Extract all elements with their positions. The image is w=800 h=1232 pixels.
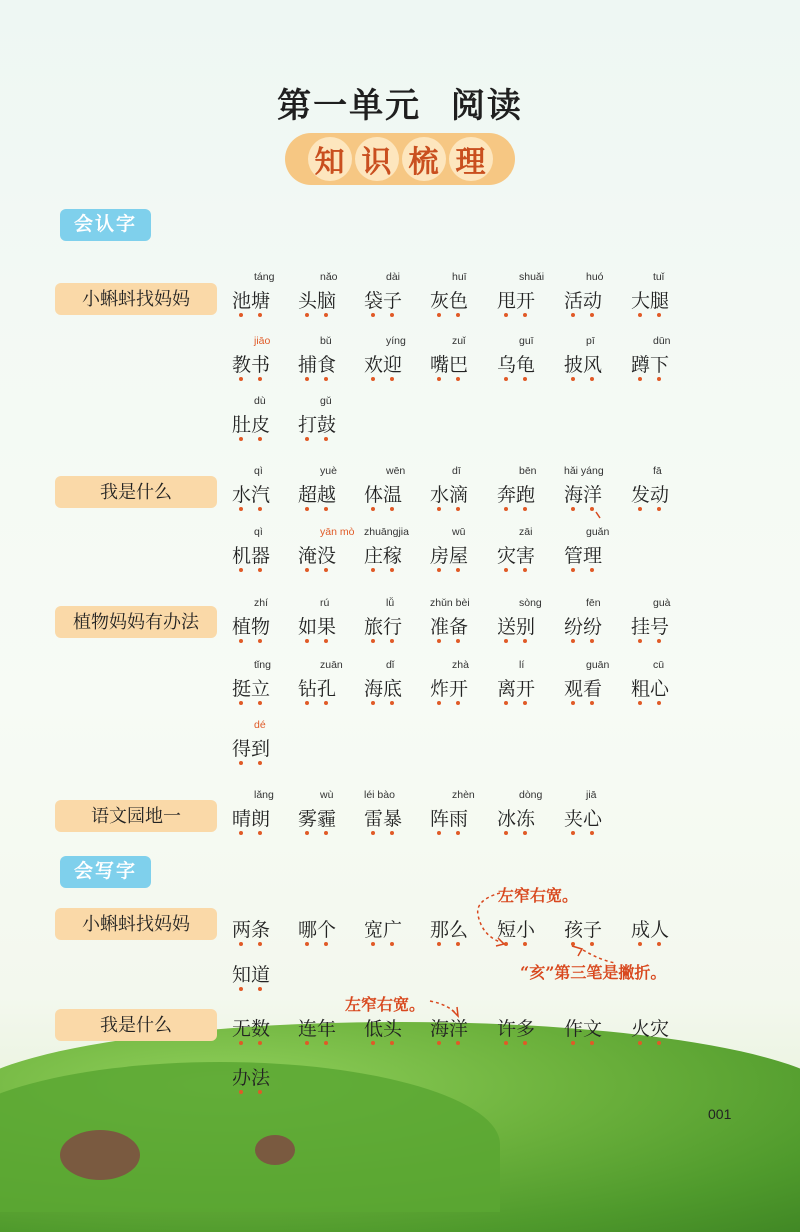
vocab-word: 头脑 — [298, 290, 337, 312]
vocab-word: 植物 — [232, 616, 271, 638]
vocab-word: 海洋 — [564, 484, 603, 506]
vocab-word: 机器 — [232, 545, 271, 567]
pinyin: yuè — [320, 465, 337, 477]
vocab-word: 肚皮 — [232, 414, 271, 436]
writing-word: 低头 — [364, 1018, 403, 1040]
lesson-label: 植物妈妈有办法 — [55, 606, 217, 638]
vocab-word: 离开 — [497, 678, 536, 700]
vocab-word: 披风 — [564, 354, 603, 376]
vocab-word: 海底 — [364, 678, 403, 700]
writing-word: 知道 — [232, 964, 271, 986]
vocab-word: 阵雨 — [430, 808, 469, 830]
pinyin: cū — [653, 659, 665, 671]
writing-word: 孩子 — [564, 919, 603, 941]
pinyin: táng — [254, 271, 275, 283]
lesson-label: 我是什么 — [55, 1009, 217, 1041]
pinyin: wù — [320, 789, 334, 801]
pinyin: guǎn — [586, 526, 610, 538]
pinyin: dǐ — [386, 659, 395, 671]
pinyin: dé — [254, 719, 266, 731]
banner-char: 理 — [449, 137, 493, 181]
pinyin: jiā — [586, 789, 597, 801]
vocab-word: 准备 — [430, 616, 469, 638]
vocab-word: 捕食 — [298, 354, 337, 376]
vocab-word: 钻孔 — [298, 678, 337, 700]
pinyin: huī — [452, 271, 467, 283]
pinyin: jiāo — [254, 335, 271, 347]
vocab-word: 甩开 — [497, 290, 536, 312]
writing-word: 办法 — [232, 1067, 271, 1089]
vocab-word: 雾霾 — [298, 808, 337, 830]
vocab-word: 纷纷 — [564, 616, 603, 638]
pinyin: lí — [519, 659, 525, 671]
pinyin: zhà — [452, 659, 469, 671]
pinyin: dù — [254, 395, 266, 407]
writing-word: 宽广 — [364, 919, 403, 941]
vocab-word: 乌龟 — [497, 354, 536, 376]
vocab-word: 淹没 — [298, 545, 337, 567]
tip-note: “亥”第三笔是撇折。 — [520, 963, 667, 982]
writing-word: 连年 — [298, 1018, 337, 1040]
vocab-word: 旅行 — [364, 616, 403, 638]
pinyin: bēn — [519, 465, 537, 477]
pinyin: guà — [653, 597, 671, 609]
pinyin: nǎo — [320, 271, 338, 283]
lesson-label: 小蝌蚪找妈妈 — [55, 283, 217, 315]
pinyin: shuǎi — [519, 271, 545, 283]
vocab-word: 体温 — [364, 484, 403, 506]
vocab-word: 如果 — [298, 616, 337, 638]
vocab-word: 超越 — [298, 484, 337, 506]
pinyin: hǎi yáng — [564, 465, 604, 477]
pinyin: yíng — [386, 335, 406, 347]
vocab-word: 炸开 — [430, 678, 469, 700]
vocab-word: 观看 — [564, 678, 603, 700]
pinyin: zhèn — [452, 789, 475, 801]
writing-word: 作文 — [564, 1018, 603, 1040]
pinyin: qì — [254, 465, 263, 477]
vocab-word: 打鼓 — [298, 414, 337, 436]
vocab-word: 水滴 — [430, 484, 469, 506]
pinyin: pī — [586, 335, 595, 347]
vocab-word: 管理 — [564, 545, 603, 567]
writing-word: 无数 — [232, 1018, 271, 1040]
vocab-word: 庄稼 — [364, 545, 403, 567]
writing-word: 成人 — [631, 919, 670, 941]
pinyin: zhí — [254, 597, 269, 609]
pinyin: zāi — [519, 526, 533, 538]
pinyin: huó — [586, 271, 604, 283]
unit-subject: 阅读 — [450, 86, 523, 126]
banner-char: 梳 — [402, 137, 446, 181]
pinyin: dài — [386, 271, 401, 283]
vocab-word: 活动 — [564, 290, 603, 312]
vocab-word: 水汽 — [232, 484, 271, 506]
unit-label: 第一单元 — [277, 86, 422, 126]
writing-word: 许多 — [497, 1018, 536, 1040]
vocab-word: 送别 — [497, 616, 536, 638]
pinyin: fā — [653, 465, 662, 477]
pinyin: fēn — [586, 597, 601, 609]
vocab-word: 雷暴 — [364, 808, 403, 830]
writing-word: 海洋 — [430, 1018, 469, 1040]
vocab-word: 得到 — [232, 738, 271, 760]
pinyin: zhǔn bèi — [430, 597, 470, 609]
pinyin: sòng — [519, 597, 542, 609]
lesson-label: 语文园地一 — [55, 800, 217, 832]
section-tag-write: 会写字 — [60, 856, 151, 888]
pinyin: guī — [519, 335, 534, 347]
section-tag-recognize: 会认字 — [60, 209, 151, 241]
tip-note: 左窄右宽。 — [498, 886, 579, 905]
vocab-word: 嘴巴 — [430, 354, 469, 376]
pinyin: dòng — [519, 789, 543, 801]
pinyin: lǎng — [254, 789, 274, 801]
vocab-word: 灰色 — [430, 290, 469, 312]
pinyin: yān mò — [320, 526, 355, 538]
pinyin: zuān — [320, 659, 343, 671]
vocab-word: 欢迎 — [364, 354, 403, 376]
page-number: 001 — [708, 1106, 732, 1122]
pinyin: tǐng — [254, 659, 271, 671]
pinyin: zuǐ — [452, 335, 466, 347]
vocab-word: 袋子 — [364, 290, 403, 312]
vocab-word: 晴朗 — [232, 808, 271, 830]
vocab-word: 教书 — [232, 354, 271, 376]
writing-word: 两条 — [232, 919, 271, 941]
writing-word: 短小 — [497, 919, 536, 941]
tip-note: 左窄右宽。 — [345, 995, 426, 1014]
pinyin: dūn — [653, 335, 671, 347]
vocab-word: 奔跑 — [497, 484, 536, 506]
pinyin: wēn — [386, 465, 406, 477]
pinyin: rú — [320, 597, 330, 609]
vocab-word: 大腿 — [631, 290, 670, 312]
vocab-word: 发动 — [631, 484, 670, 506]
vocab-word: 挂号 — [631, 616, 670, 638]
banner-char: 识 — [355, 137, 399, 181]
vocab-word: 冰冻 — [497, 808, 536, 830]
pinyin: léi bào — [364, 789, 395, 801]
vocab-word: 灾害 — [497, 545, 536, 567]
writing-word: 那么 — [430, 919, 469, 941]
pinyin: qì — [254, 526, 263, 538]
vocab-word: 房屋 — [430, 545, 469, 567]
vocab-word: 池塘 — [232, 290, 271, 312]
pinyin: lǚ — [386, 597, 395, 609]
banner-char: 知 — [308, 137, 352, 181]
vocab-word: 挺立 — [232, 678, 271, 700]
lesson-label: 小蝌蚪找妈妈 — [55, 908, 217, 940]
pinyin: wū — [452, 526, 466, 538]
vocab-word: 夹心 — [564, 808, 603, 830]
pinyin: dī — [452, 465, 461, 477]
pinyin: bǔ — [320, 335, 332, 347]
pinyin: guān — [586, 659, 610, 671]
pinyin: gǔ — [320, 395, 332, 407]
lesson-label: 我是什么 — [55, 476, 217, 508]
vocab-word: 粗心 — [631, 678, 670, 700]
writing-word: 哪个 — [298, 919, 337, 941]
writing-word: 火灾 — [631, 1018, 670, 1040]
pinyin: tuǐ — [653, 271, 665, 283]
vocab-word: 蹲下 — [631, 354, 670, 376]
pinyin: zhuāngjia — [364, 526, 409, 538]
